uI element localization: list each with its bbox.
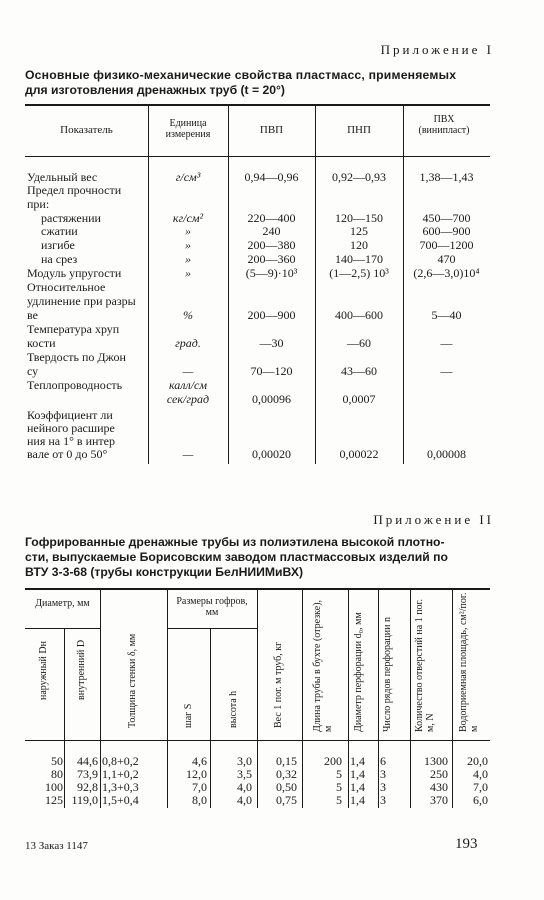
column-rule	[315, 104, 316, 464]
pipe-table-cell: 125	[45, 793, 63, 807]
parameter-cell: Модуль упругости	[27, 266, 122, 280]
value-cell: 200—380	[247, 238, 296, 252]
pipe-table-cell: 3,0	[237, 754, 252, 768]
table-rule	[25, 156, 490, 157]
pipe-table-cell: 0,75	[276, 793, 297, 807]
parameter-cell: сжатии	[41, 224, 78, 238]
unit-cell: сек/град	[166, 392, 210, 406]
pipe-table-cell: 4,0	[473, 767, 488, 781]
appendix-1-caption	[25, 68, 494, 98]
value-cell: 200—360	[247, 252, 296, 266]
value-cell: 0,94—0,96	[244, 170, 299, 184]
pipe-table-cell: 3	[380, 793, 386, 807]
header-holes-count: Количество отверстий на 1 пог. м, N	[414, 598, 436, 732]
pipe-table-cell: 12,0	[186, 767, 207, 781]
header-parameter: Показатель	[60, 124, 113, 136]
value-cell: 70—120	[250, 364, 293, 378]
pipe-table-cell: 1300	[424, 754, 448, 768]
pipe-table-cell: 0,8+0,2	[102, 754, 139, 768]
pipe-table-cell: 5	[336, 780, 342, 794]
parameter-cell: ния на 1° в интер	[27, 434, 115, 448]
header-outer-diameter: наружный Dн	[38, 641, 49, 700]
parameter-cell: Относительное	[27, 280, 106, 294]
unit-cell: »	[185, 266, 191, 280]
pipe-table-cell: 3,5	[237, 767, 252, 781]
header-perforation-diameter: Диаметр перфорации d₀, мм	[353, 612, 364, 732]
table-rule	[25, 104, 490, 106]
value-cell: 240	[262, 224, 281, 238]
pipe-table-cell: 44,6	[77, 754, 98, 768]
pipe-table-cell: 4,6	[192, 754, 207, 768]
column-rule	[148, 104, 149, 464]
value-cell: 0,00096	[252, 392, 291, 406]
value-cell: 220—400	[247, 211, 296, 225]
value-cell: 120—150	[335, 211, 383, 225]
pipe-table-cell: 430	[430, 780, 448, 794]
parameter-cell: Коэффициент ли	[27, 408, 113, 422]
table-rule	[25, 628, 100, 629]
appendix-2-title: Приложение II	[373, 512, 494, 527]
unit-cell: »	[185, 252, 191, 266]
value-cell: (5—9)·10³	[245, 266, 298, 280]
appendix-1-title: Приложение I	[380, 42, 494, 57]
header-length: Длина трубы в бухте (отрезке), м	[312, 599, 334, 732]
value-cell: —	[440, 336, 453, 350]
unit-cell: калл/см	[168, 378, 208, 392]
unit-cell: »	[185, 238, 191, 252]
caption-line: для изготовления дренажных труб (t = 20°)	[25, 83, 285, 97]
parameter-cell: изгибе	[41, 238, 75, 252]
pipe-table-cell: 6	[380, 754, 386, 768]
pipe-table-cell: 0,32	[276, 767, 297, 781]
value-cell: 700—1200	[419, 238, 474, 252]
header-height: высота h	[228, 690, 239, 728]
value-cell: 140—170	[335, 252, 383, 266]
value-cell: (2,6—3,0)10⁴	[413, 266, 480, 280]
pipe-table-cell: 92,8	[77, 780, 98, 794]
header-pvp: ПВП	[259, 124, 284, 136]
pipe-table-cell: 1,5+0,4	[102, 793, 139, 807]
caption-line: Основные физико-механические свойства пластмасс, применяемых	[25, 68, 457, 82]
parameter-cell: при:	[27, 197, 50, 211]
value-cell: 0,92—0,93	[332, 170, 386, 184]
value-cell: 470	[437, 252, 456, 266]
header-wall-thickness: Толщина стенки δ, мм	[127, 633, 138, 728]
pipe-table-cell: 3	[380, 780, 386, 794]
header-pvh: ПВХ (винипласт)	[418, 114, 470, 136]
footer-order: 13 Заказ 1147	[25, 840, 88, 852]
pipe-table-cell: 73,9	[77, 767, 98, 781]
column-rule	[228, 104, 229, 464]
parameter-cell: удлинение при разры	[27, 294, 136, 308]
pipe-table-cell: 1,4	[350, 793, 365, 807]
pipe-table-cell: 8,0	[192, 793, 207, 807]
pipe-table-cell: 0,15	[276, 754, 297, 768]
header-step: шаг S	[183, 703, 194, 728]
parameter-cell: Температура хруп	[27, 322, 120, 336]
value-cell: 0,00022	[339, 447, 379, 461]
value-cell: 125	[350, 224, 368, 238]
pipe-table-cell: 1,4	[350, 780, 365, 794]
pipe-table-cell: 6,0	[473, 793, 488, 807]
pipe-table-cell: 80	[51, 767, 63, 781]
pipe-table-cell: 20,0	[467, 754, 488, 768]
value-cell: 0,0007	[342, 392, 376, 406]
pipe-table-cell: 7,0	[473, 780, 488, 794]
parameter-cell: Теплопроводность	[27, 378, 123, 392]
column-rule	[378, 588, 379, 808]
column-rule	[403, 104, 404, 464]
pipe-table-cell: 1,4	[350, 767, 365, 781]
unit-cell: град.	[175, 336, 201, 350]
parameter-cell: вале от 0 до 50°	[27, 447, 108, 461]
column-rule	[100, 588, 101, 808]
parameter-cell: Удельный вес	[27, 170, 98, 184]
parameter-cell: нейного расшире	[27, 421, 115, 435]
unit-cell: —	[182, 447, 194, 461]
parameter-cell: растяжении	[41, 211, 101, 225]
value-cell: —60	[347, 336, 371, 350]
table-rule	[167, 628, 257, 629]
pipe-table-cell: 3	[380, 767, 386, 781]
pipe-table-cell: 0,50	[276, 780, 297, 794]
pipe-table-cell: 5	[336, 793, 342, 807]
value-cell: 43—60	[341, 364, 377, 378]
unit-cell: г/см³	[175, 170, 201, 184]
header-weight: Вес 1 пог. м труб, кг	[273, 641, 284, 728]
value-cell: 450—700	[422, 211, 471, 225]
column-rule	[348, 588, 349, 808]
parameter-cell: кости	[27, 336, 56, 350]
caption-line: сти, выпускаемые Борисовским заводом пластмассовых изделий по	[25, 550, 448, 564]
value-cell: 400—600	[335, 308, 383, 322]
pipe-table-cell: 4,0	[237, 780, 252, 794]
parameter-cell: су	[27, 364, 39, 378]
pipe-table-cell: 370	[430, 793, 448, 807]
caption-line: Гофрированные дренажные трубы из полиэтилена высокой плотно-	[25, 535, 445, 549]
pipe-table-cell: 1,1+0,2	[102, 767, 139, 781]
value-cell: —	[440, 364, 453, 378]
caption-line: ВТУ 3-3-68 (трубы конструкции БелНИИМиВХ)	[25, 565, 304, 579]
unit-cell: %	[183, 308, 193, 322]
value-cell: 600—900	[422, 224, 471, 238]
pipe-table-cell: 1,3+0,3	[102, 780, 139, 794]
appendix-2-caption	[25, 535, 494, 580]
parameter-cell: ве	[27, 308, 38, 322]
value-cell: (1—2,5) 10³	[329, 266, 389, 280]
header-intake-area: Водоприемная площадь, см²/пог. м	[458, 592, 480, 732]
header-diameter-group: Диаметр, мм	[35, 598, 90, 609]
value-cell: 0,00008	[427, 447, 466, 461]
header-pnp: ПНП	[347, 124, 371, 136]
value-cell: 200—900	[247, 308, 296, 322]
pipe-table-cell: 4,0	[237, 793, 252, 807]
unit-cell: кг/см²	[172, 211, 204, 225]
pipe-table-cell: 7,0	[192, 780, 207, 794]
header-inner-diameter: внутренний D	[76, 639, 87, 700]
header-perforation-rows: Число рядов перфорации n	[382, 617, 393, 732]
pipe-table-cell: 200	[324, 754, 342, 768]
pipe-table-cell: 1,4	[350, 754, 365, 768]
parameter-cell: на срез	[41, 252, 78, 266]
value-cell: 5—40	[431, 308, 462, 322]
header-corrugation-group: Размеры гофров, мм	[176, 596, 248, 618]
page-number: 193	[455, 836, 478, 852]
value-cell: 1,38—1,43	[419, 170, 474, 184]
parameter-cell: Твердость по Джон	[27, 350, 126, 364]
pipe-table-cell: 5	[336, 767, 342, 781]
pipe-table-cell: 119,0	[71, 793, 98, 807]
value-cell: —30	[259, 336, 284, 350]
unit-cell: —	[182, 364, 194, 378]
pipe-table-cell: 50	[51, 754, 63, 768]
header-unit: Единица измерения	[165, 118, 211, 140]
value-cell: 0,00020	[252, 447, 291, 461]
parameter-cell: Предел прочности	[27, 183, 122, 197]
pipe-table-cell: 250	[430, 767, 448, 781]
pipe-table-cell: 100	[45, 780, 63, 794]
value-cell: 120	[350, 238, 368, 252]
unit-cell: »	[185, 224, 191, 238]
